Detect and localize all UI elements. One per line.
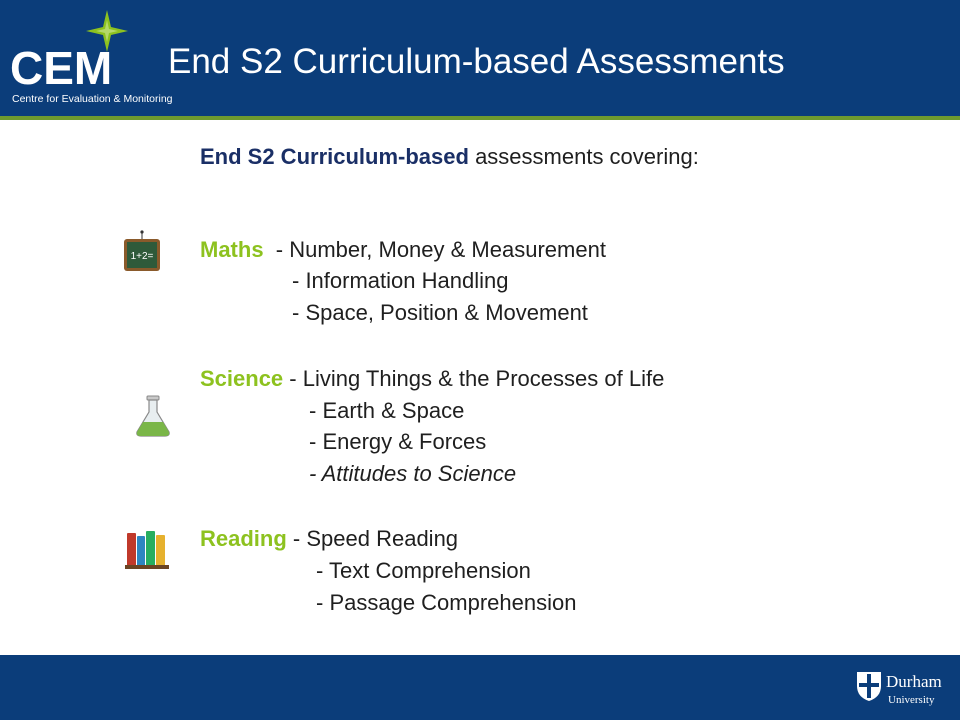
- flask-icon: [133, 394, 173, 438]
- subject-reading: Reading: [200, 526, 287, 551]
- reading-row-1: [200, 525, 458, 553]
- cem-logo-text: CEM: [10, 42, 113, 94]
- durham-subtitle: University: [888, 694, 935, 706]
- chalkboard-icon: [122, 228, 162, 274]
- maths-item-2: - Information Handling: [292, 268, 509, 293]
- reading-item-3: - Passage Comprehension: [316, 590, 577, 615]
- reading-item-2: - Text Comprehension: [316, 558, 531, 583]
- subject-maths: Maths: [200, 237, 264, 262]
- footer-bar: [0, 655, 960, 720]
- cem-logo-subtitle: Centre for Evaluation & Monitoring: [12, 93, 173, 105]
- slide-title: End S2 Curriculum-based Assessments: [168, 42, 785, 81]
- science-item-1: - Living Things & the Processes of Life: [289, 366, 665, 391]
- intro-rest: assessments covering:: [468, 144, 699, 169]
- subject-science: Science: [200, 366, 284, 391]
- books-icon: [124, 528, 170, 570]
- reading-item-1: - Speed Reading: [292, 526, 459, 551]
- science-item-3: - Energy & Forces: [309, 429, 487, 454]
- maths-item-3: - Space, Position & Movement: [292, 300, 588, 325]
- header-divider: [0, 116, 960, 120]
- maths-row-1: [200, 236, 606, 264]
- chalkboard-text: 1+2=: [130, 251, 154, 262]
- science-item-4: - Attitudes to Science: [309, 461, 517, 486]
- durham-wordmark: Durham: [886, 672, 942, 691]
- science-item-2: - Earth & Space: [309, 398, 465, 423]
- intro-line: [200, 143, 699, 171]
- durham-crest-icon: [855, 670, 883, 702]
- science-row-1: [200, 365, 664, 393]
- maths-item-1: - Number, Money & Measurement: [275, 237, 606, 262]
- intro-bold: End S2 Curriculum-based: [200, 144, 469, 169]
